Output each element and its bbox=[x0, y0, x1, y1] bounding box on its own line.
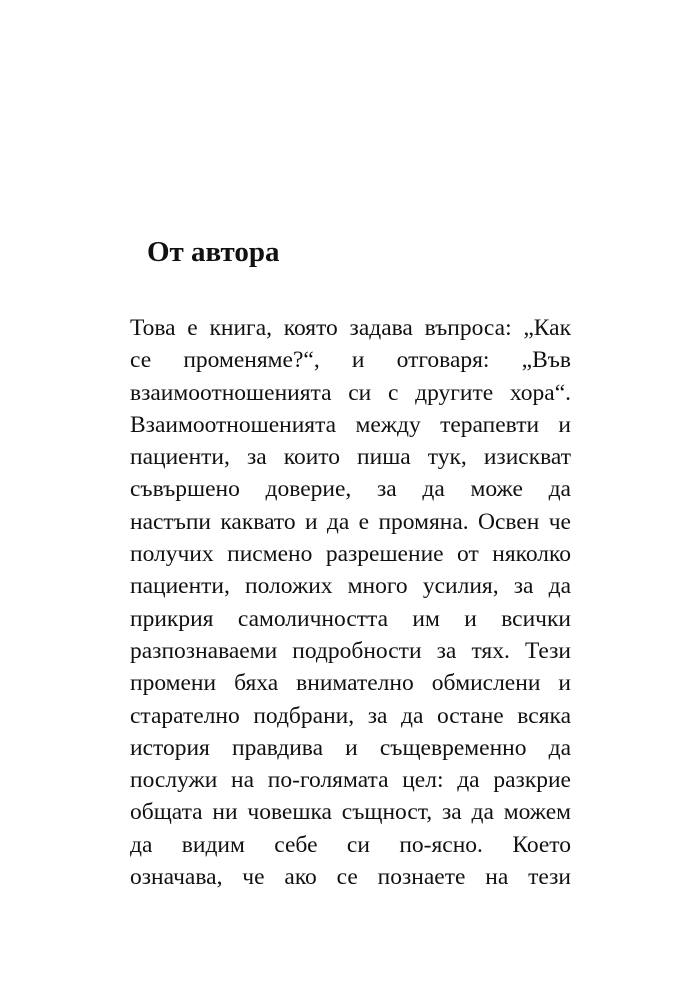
text-line bbox=[130, 570, 571, 602]
text-line bbox=[130, 764, 571, 796]
text-line-content: да видим себе си по-ясно. Което bbox=[130, 831, 571, 858]
text-line-content: съвършено доверие, за да може да bbox=[130, 476, 571, 503]
text-line-content: Взаимоотношенията между терапевти и bbox=[130, 411, 571, 438]
text-line-content: взаимоотношенията си с другите хора“. bbox=[130, 379, 571, 406]
text-line-content: история правдива и същевременно да bbox=[130, 734, 571, 761]
text-line bbox=[130, 506, 571, 538]
text-line bbox=[130, 344, 571, 376]
text-line-content: послужи на по-голямата цел: да разкрие bbox=[130, 767, 571, 794]
chapter-heading: От автора bbox=[147, 236, 280, 268]
text-line-content: старателно подбрани, за да остане всяка bbox=[130, 702, 571, 729]
text-line-content: Това е книга, която задава въпроса: „Как bbox=[130, 315, 571, 341]
text-line-content: пациенти, за които пиша тук, изискват bbox=[130, 444, 571, 471]
text-line-content: разпознаваеми подробности за тях. Тези bbox=[130, 637, 571, 664]
text-line bbox=[130, 312, 571, 344]
text-line bbox=[130, 635, 571, 667]
text-line-content: означава, че ако се познаете на тези bbox=[130, 864, 571, 891]
body-text bbox=[130, 312, 571, 893]
text-line-content: пациенти, положих много усилия, за да bbox=[130, 573, 571, 600]
text-line-content: настъпи каквато и да е промяна. Освен че bbox=[130, 508, 571, 535]
text-line bbox=[130, 732, 571, 764]
text-line bbox=[130, 473, 571, 505]
text-line bbox=[130, 829, 571, 861]
text-line-content: общата ни човешка същност, за да можем bbox=[130, 799, 571, 826]
text-line bbox=[130, 538, 571, 570]
text-line bbox=[130, 796, 571, 828]
text-line bbox=[130, 861, 571, 893]
text-line bbox=[130, 441, 571, 473]
text-line-content: се променяме?“, и отговаря: „Във bbox=[130, 347, 571, 374]
text-line-content: получих писмено разрешение от няколко bbox=[130, 541, 571, 568]
text-line bbox=[130, 700, 571, 732]
text-line-content: прикрия самоличността им и всички bbox=[130, 605, 571, 632]
text-line bbox=[130, 667, 571, 699]
text-line-content: промени бяха внимателно обмислени и bbox=[130, 670, 571, 697]
text-line bbox=[130, 603, 571, 635]
text-line bbox=[130, 409, 571, 441]
text-line bbox=[130, 377, 571, 409]
